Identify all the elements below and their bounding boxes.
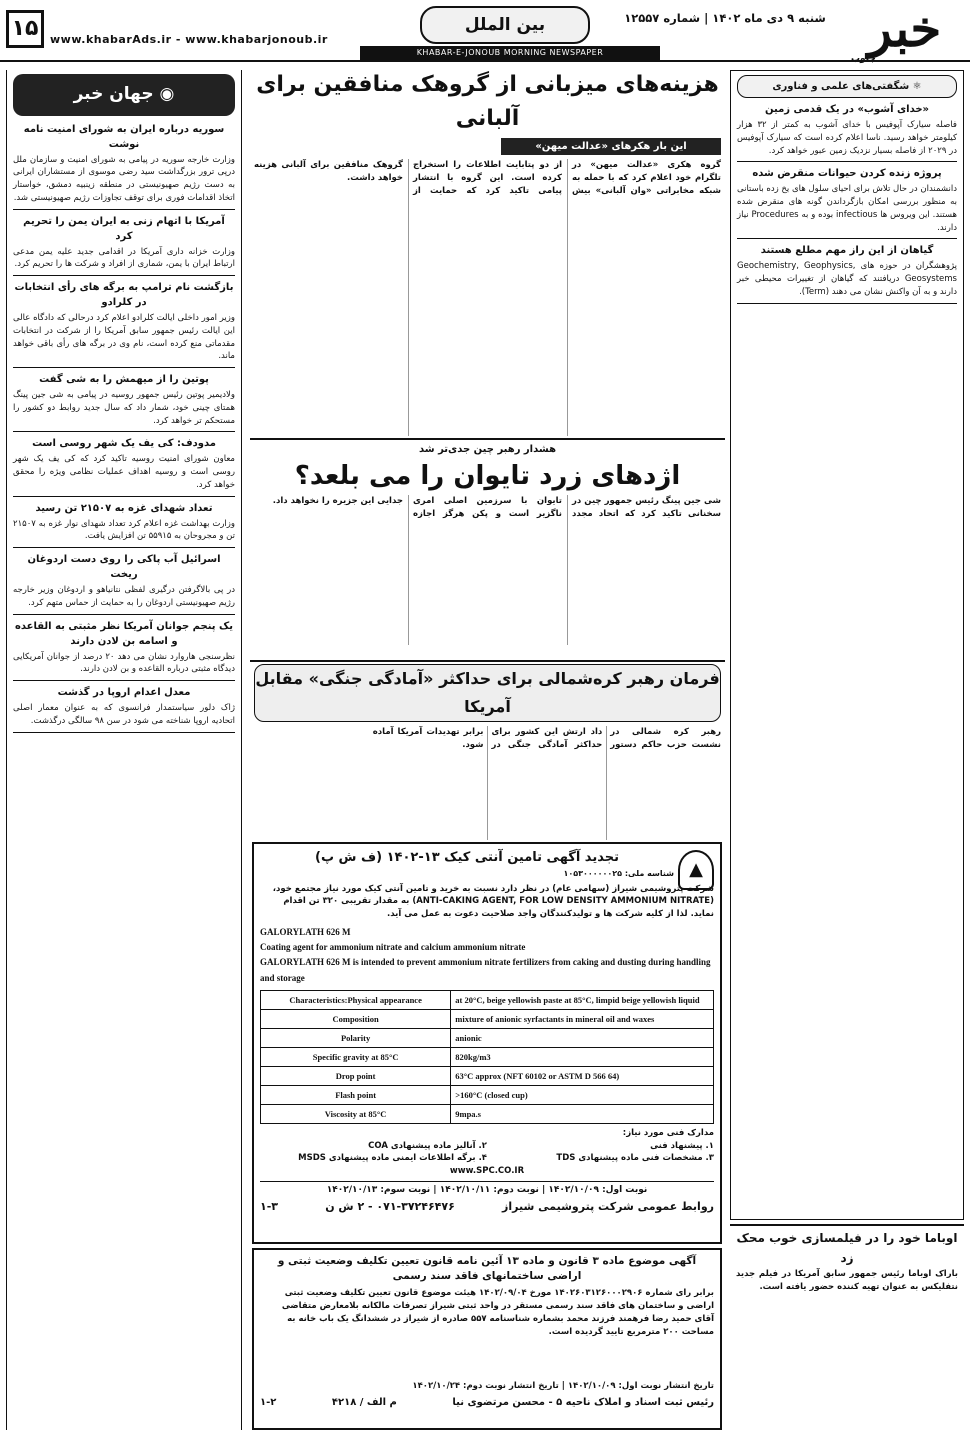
science-item [737,102,957,162]
world-news-item-title: تعداد شهدای غزه به ۲۱۵۰۷ تن رسید [35,502,213,514]
tender-title: تجدید آگهی تامین آنتی کیک ۱۳-۱۴۰۲ (ف ش پ) [315,850,619,865]
logo-subtext: جنوب [851,54,876,64]
divider [13,431,235,432]
world-news-item-body: وزارت خزانه داری آمریکا در اقدامی جدید علیه یمن مدعی ارتباط ایران با یمن، شماری از افراد و شرکت ها را تحریم کرد. [13,246,235,270]
notice-dates: تاریخ انتشار نوبت اول: ۱۴۰۲/۱۰/۰۹ | تاریخ انتشار نوبت دوم: ۱۴۰۲/۱۰/۲۴ [412,1381,714,1392]
tender-ref: شناسه ملی: ۱۰۵۳۰۰۰۰۰۰۲۵ [563,868,674,878]
divider [13,367,235,368]
tender-footer [260,1199,714,1216]
world-news-item-body: نظرسنجی هاروارد نشان می دهد ۲۰ درصد از جوانان آمریکایی دیدگاه مثبتی درباره القاعده و بن لادن دارند. [13,651,235,675]
science-item-title: گیاهان از این راز مهم مطلع هستند [760,245,934,257]
world-news-item-body: ولادیمیر پوتین رئیس جمهور روسیه در پیامی به شی جین پینگ همتای چینی خود، شمار داد که سال جدید روابط دو کشور را مستحکم تر خواهد کرد. [13,390,235,426]
tender-dates: نوبت اول: ۱۴۰۲/۱۰/۰۹ | نوبت دوم: ۱۴۰۲/۱۰/۱۱ | نوبت سوم: ۱۴۰۲/۱۰/۱۳ [260,1181,714,1198]
science-item-title: «خدای آشوب» در یک قدمی زمین [764,104,930,115]
world-news-item-title: سوریه درباره ایران به شورای امنیت نامه نوشت [23,123,225,150]
world-news-item [13,372,235,432]
world-news-item-body: وزارت خارجه سوریه در پیامی به شورای امنیت و سازمان ملل درپی ترور بزرگداشت سید رضی موسوی از مستشاران ایرانی به دست رژیم صهیونیستی در منطقه زینبیه دمشق، خواستار اتخاذ اقدامات فوری برای توقف تجاوزات رژیم صهیونیستی شد. [13,154,235,203]
section-title: بین الملل [420,6,590,44]
spec-row [261,1085,714,1104]
notice-serial: م الف / ۴۲۱۸ [331,1397,397,1409]
north-korea-story [250,660,725,840]
science-list [737,102,957,304]
tender-publisher: روابط عمومی شرکت پتروشیمی شیراز [502,1200,714,1214]
notice-body: برابر رای شماره ۱۴۰۲۶۰۳۱۲۶۰۰۰۲۹۰۶ مورخ ۱۴۰۲/۰۹/۰۴ هیئت موضوع قانون تعیین تکلیف وضعیت ثبتی اراضی و ساختمان های فاقد سند رسمی مستقر در واحد ثبتی شیراز تصرفات مالکانه بلامعارض متقاضی آقای حمید رضا فرهمند فرزند محمد بشماره شناسنامه ۵۵۷ صادره از شیراز در ششدانگ یک باب خانه به مساحت ۲۰۰ مترمربع تایید گردیده است. [281,1288,714,1337]
taiwan-story-body [254,495,721,645]
spec-value: mixture of anionic syrfactants in mineral oil and waxes [451,1009,714,1028]
tender-advertisement [252,842,722,1244]
tender-docs [260,1127,714,1178]
world-news-item [13,501,235,549]
world-news-item [13,122,235,210]
tender-english [260,925,714,986]
notice-title: آگهی موضوع ماده ۳ قانون و ماده ۱۳ آئین نامه قانون تعیین تکلیف وضعیت ثبتی و اراضی ساختمانهای فاقد سند رسمی [277,1255,697,1282]
globe-icon: ◉ [153,84,175,104]
science-item-body: پژوهشگران در حوزه های Geochemistry, Geophysics, Geosystems دریافتند که گیاهان از تغییرات محیطی خبر دارند و به آن واکنش نشان می دهند (Term). [737,261,957,297]
tender-phone: ۰۷۱-۳۷۲۴۶۴۷۶ - ۲ ش ن [325,1200,455,1214]
product-description: GALORYLATH 626 M is intended to prevent ammonium nitrate fertilizers from caking and dusting during handling and storage [260,957,711,983]
science-item [737,166,957,239]
english-masthead-bar: KHABAR-E-JONOUB MORNING NEWSPAPER [360,46,660,60]
science-item-title: پروژه زنده کردن حیوانات منقرض شده [752,168,942,180]
spec-row [261,1104,714,1123]
obama-story [730,1224,964,1430]
spec-label: Viscosity at 85°C [261,1104,451,1123]
dateline: شنبه ۹ دی ماه ۱۴۰۲ | شماره ۱۲۵۵۷ [624,11,826,25]
divider [13,209,235,210]
science-item-body: فاصله سیارک آپوفیس با خدای آشوب به کمتر از ۳۲ هزار کیلومتر خواهد رسید. ناسا اعلام کرده است که سیارک آپوفیس در ۲۰۲۹ از فاصله بسیار نزدیک زمین عبور خواهد کرد. [737,120,957,156]
world-news-item-title: پوتین را از میهمش را به شی گفت [39,374,209,385]
science-column [730,70,964,1220]
divider [737,161,957,162]
docs-list [260,1140,714,1166]
world-news-item-body: ژاک دلور سیاستمدار فرانسوی که به عنوان معمار اصلی اتحادیه اروپا شناخته می شود در سن ۹۸ سالگی درگذشت. [13,703,235,726]
world-news-item-title: آمریکا با اتهام زنی به ایران یمن را تحریم کرد [23,215,225,242]
tender-code: ۱-۳ [260,1200,279,1214]
doc-item: ۴. برگه اطلاعات ایمنی ماده پیشنهادی MSDS [298,1153,487,1164]
spec-value: 9mpa.s [451,1104,714,1123]
doc-item: ۱. پیشنهاد فنی [650,1140,714,1151]
logo-text: خبر [867,0,942,58]
divider [13,496,235,497]
taiwan-story-text: شی جین پینگ رئیس جمهور چین در سخنانی تاکید کرد که اتحاد مجدد تایوان با سرزمین اصلی امری ناگزیر است و پکن هرگز اجازه جدایی این جزیره را نخواهد داد. [272,496,721,519]
notice-footer [260,1395,714,1410]
spec-label: Composition [261,1009,451,1028]
spec-table [260,990,714,1124]
divider [737,303,957,304]
north-korea-story-text: رهبر کره شمالی در نشست حزب حاکم دستور داد ارتش این کشور برای حداکثر آمادگی جنگی در برابر تهدیدات آمریکا آماده شود. [372,727,721,750]
spec-label: Polarity [261,1028,451,1047]
divider [13,680,235,681]
obama-story-title: اوباما خود را در فیلمسازی خوب محک زد [736,1231,958,1265]
world-news-column [6,70,242,1430]
science-box-title: ⚛ شگفتی‌های علمی و فناوری [737,75,957,98]
spec-row [261,1047,714,1066]
north-korea-story-body [254,726,721,840]
lead-story [250,66,725,436]
tender-website[interactable]: www.SPC.CO.IR [449,1166,525,1177]
world-news-box-title: ◉ جهان خبر [13,74,235,116]
lead-story-kicker: این بار هکرهای «عدالت میهن» [501,138,721,155]
spec-row [261,1009,714,1028]
atom-icon: ⚛ [909,81,922,92]
spec-label: Flash point [261,1085,451,1104]
world-news-item-title: بازگشت نام ترامپ به برگه های رأی انتخابات در کلرادو [14,282,234,308]
lead-story-title: هزینه‌های میزبانی از گروهک منافقین برای آلبانی [256,72,719,131]
divider [737,238,957,239]
docs-title: مدارک فنی مورد نیاز: [622,1127,714,1138]
taiwan-story [250,438,725,658]
world-news-item-body: در پی بالاگرفتن درگیری لفظی نتانیاهو و اردوغان وزیر خارجه رژیم صهیونیستی اردوغان را به حمایت از حماس متهم کرد. [13,585,235,608]
spec-label: Drop point [261,1066,451,1085]
page-number: ۱۵ [6,10,44,48]
world-news-item [13,214,235,277]
spec-value: anionic [451,1028,714,1047]
world-news-item-body: وزیر امور داخلی ایالت کلرادو اعلام کرد درحالی که دادگاه عالی این ایالت رئیس جمهور سابق آمریکا را از شرکت در انتخابات مقدماتی منع کرده است، نام وی در برگه های رأی باقی خواهد ماند. [13,313,235,362]
world-news-item [13,552,235,615]
doc-item: ۳. مشخصات فنی ماده پیشنهادی TDS [556,1153,714,1164]
petrochemical-logo-icon: ▲ [678,850,714,890]
product-name: GALORYLATH 626 M [260,926,351,937]
world-news-item-title: یک پنجم جوانان آمریکا نظر مثبتی به القاعده و اسامه بن لادن دارند [14,620,234,647]
spec-value: 820kg/m3 [451,1047,714,1066]
spec-row [261,1028,714,1047]
science-item [737,243,957,303]
spec-value: 63°C approx (NFT 60102 or ASTM D 566 64) [451,1066,714,1085]
lead-story-text: گروه هکری «عدالت میهن» در تلگرام خود اعلام کرد که با حمله به شبکه مخابراتی «وان آلبانی» بیش از دو پتابایت اطلاعات را استخراج کرده است. این گروه با انتشار پیامی تاکید کرد که حمایت از گروهک منافقین برای آلبانی هزینه خواهد داشت. [254,160,721,196]
notice-filler [260,1338,714,1378]
masthead [0,0,970,62]
doc-item: ۲. آنالیز ماده پیشنهادی COA [368,1140,487,1151]
spec-label: Characteristics:Physical appearance [261,990,451,1009]
registration-notice [252,1248,722,1430]
notice-code: ۱-۲ [260,1397,277,1409]
divider [13,547,235,548]
world-news-item-title: مدودف: کی یف یک شهر روسی است [32,438,216,450]
spec-value: at 20°C, beige yellowish paste at 85°C, limpid beige yellowish liquid [451,990,714,1009]
world-news-list [13,122,235,733]
newspaper-logo [847,0,962,64]
divider [13,275,235,276]
world-news-item [13,436,235,496]
product-purpose: Coating agent for ammonium nitrate and calcium ammonium nitrate [260,942,526,953]
world-news-item-body: وزارت بهداشت غزه اعلام کرد تعداد شهدای نوار غزه به ۲۱۵۰۷ تن و مجروحان به ۵۵۹۱۵ تن افزایش یافت. [13,518,235,542]
world-news-item-title: معدل اعدام اروپا در گذشت [57,687,191,698]
divider [13,732,235,733]
divider [13,614,235,615]
world-news-item [13,685,235,733]
spec-label: Specific gravity at 85°C [261,1047,451,1066]
science-item-body: دانشمندان در حال تلاش برای احیای سلول های یخ زده باستانی به منظور بررسی امکان بازگرداندن گونه های منقرض شده هستند. این ویروس ها infectious بوده و به Procedures نیاز دارند. [737,184,957,233]
world-news-item [13,619,235,682]
site-url[interactable]: www.khabarAds.ir - www.khabarjonoub.ir [50,33,328,46]
taiwan-story-kicker: هشدار رهبر چین جدی‌تر شد [418,444,556,455]
world-news-item-title: اسرائیل آب پاکی را روی دست اردوغان ریخت [27,554,221,580]
world-news-item-body: معاون شورای امنیت روسیه تاکید کرد که کی یف یک شهر روسی است و روسیه اهداف عملیات نظامی ویژه را محقق خواهد کرد. [13,454,235,490]
tender-intro: شرکت پتروشیمی شیراز (سهامی عام) در نظر دارد نسبت به خرید و تامین آنتی کیک مورد نیاز مجتمع خود، (ANTI-CAKING AGENT, FOR LOW DENSITY AMMONIUM NITRATE) به مقدار تقریبی ۳۲۰ تن اقدام نماید. لذا از کلیه شرکت ها و تولیدکنندگان واجد صلاحیت دعوت به عمل می آید. [272,883,714,919]
north-korea-story-title: فرمان رهبر کره‌شمالی برای حداکثر «آمادگی جنگی» مقابل آمریکا [254,664,721,722]
lead-story-body [254,159,721,436]
spec-row [261,990,714,1009]
notice-signature: رئیس ثبت اسناد و املاک ناحیه ۵ - محسن مرتضوی نیا [452,1397,714,1409]
spec-value: >160°C (closed cup) [451,1085,714,1104]
taiwan-story-title: اژدهای زرد تایوان را می بلعد؟ [294,461,681,491]
obama-story-text: باراک اوباما رئیس جمهور سابق آمریکا در فیلم جدید نتفلیکس به عنوان تهیه کننده حضور یافته است. [736,1269,958,1292]
spec-row [261,1066,714,1085]
world-news-item [13,280,235,368]
